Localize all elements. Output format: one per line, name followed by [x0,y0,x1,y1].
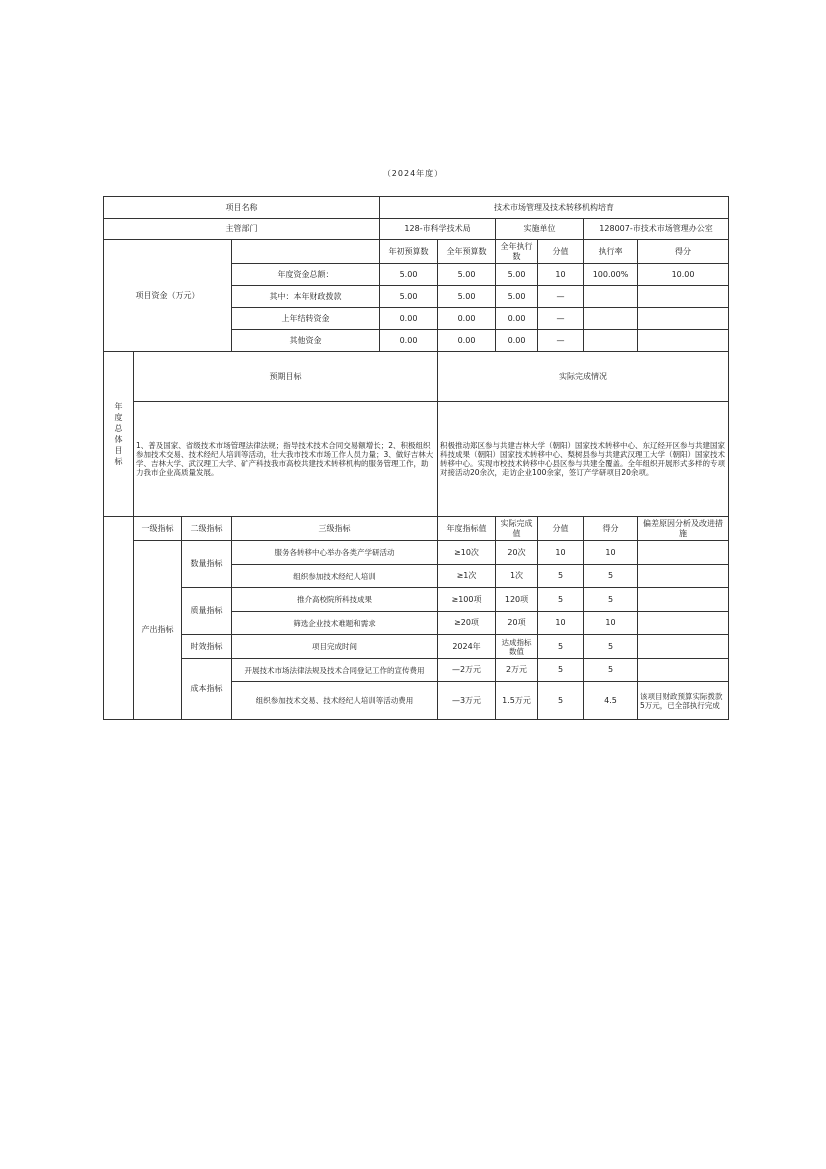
indicator-actual: 2万元 [496,659,538,682]
funds-row-exec: 5.00 [496,264,538,286]
funds-row-score: 10.00 [638,264,729,286]
level2-cost: 成本指标 [182,659,232,720]
indicator-note [638,635,729,659]
indicator-value: 5 [538,565,584,588]
funds-row-exec: 0.00 [496,308,538,330]
funds-row-value: — [538,286,584,308]
indicator-score: 10 [584,541,638,565]
project-name-label: 项目名称 [104,197,380,219]
funds-row-rate: 100.00% [584,264,638,286]
funds-row-score [638,330,729,352]
indicator-actual: 20项 [496,612,538,635]
perf-header-note: 偏差原因分析及改进措施 [638,517,729,541]
dept-label: 主管部门 [104,219,380,240]
indicator-score: 4.5 [584,682,638,720]
goals-label-text: 年度总体目标 [114,402,123,466]
indicator-actual: 达成指标数值 [496,635,538,659]
funds-row-name: 其中：本年财政拨款 [232,286,380,308]
perf-header-actual: 实际完成值 [496,517,538,541]
indicator-value: 10 [538,612,584,635]
funds-row-budget: 0.00 [380,330,438,352]
indicator-score: 5 [584,659,638,682]
indicator-name: 开展技术市场法律法规及技术合同登记工作的宣传费用 [232,659,438,682]
level2-quality: 质量指标 [182,588,232,635]
funds-header-rate: 执行率 [584,240,638,264]
funds-header-blank [232,240,380,264]
impl-label: 实施单位 [496,219,584,240]
indicator-value: 5 [538,682,584,720]
indicator-value: 10 [538,541,584,565]
funds-header-exec: 全年执行数 [496,240,538,264]
indicator-name: 组织参加技术经纪人培训 [232,565,438,588]
indicator-target: 2024年 [438,635,496,659]
funds-row-value: 10 [538,264,584,286]
indicator-target: —2万元 [438,659,496,682]
perf-header-target: 年度指标值 [438,517,496,541]
indicator-target: —3万元 [438,682,496,720]
perf-header-level2: 二级指标 [182,517,232,541]
funds-row-value: — [538,308,584,330]
funds-row-rate [584,308,638,330]
indicator-note [638,541,729,565]
indicator-value: 5 [538,659,584,682]
funds-row-budget: 0.00 [380,308,438,330]
level2-timeliness: 时效指标 [182,635,232,659]
funds-row-score [638,286,729,308]
funds-header-budget: 年初预算数 [380,240,438,264]
indicator-target: ≥20项 [438,612,496,635]
impl-value: 128007-市技术市场管理办公室 [584,219,729,240]
expected-goal-text: 1、普及国家、省级技术市场管理法律法规；指导技术技术合同交易额增长；2、积极组织参加技术交易、技术经纪人培训等活动，壮大我市技术市场工作人员力量；3、做好吉林大学、吉林大学、武汉理工大学、矿产科技我市高校共建技术转移机构的服务管理工作，助力我市企业高质量发展。 [134,402,438,517]
funds-label: 项目资金（万元） [104,240,232,352]
indicator-name: 服务各转移中心举办各类产学研活动 [232,541,438,565]
indicator-name: 项目完成时间 [232,635,438,659]
level1-output: 产出指标 [134,541,182,720]
indicator-score: 10 [584,612,638,635]
funds-header-value: 分值 [538,240,584,264]
actual-result-label: 实际完成情况 [438,352,729,402]
indicator-score: 5 [584,635,638,659]
perf-header-value: 分值 [538,517,584,541]
dept-value: 128-市科学技术局 [380,219,496,240]
funds-row-full: 0.00 [438,308,496,330]
perf-header-level1: 一级指标 [134,517,182,541]
indicator-target: ≥100项 [438,588,496,612]
funds-row-rate [584,286,638,308]
indicator-note [638,659,729,682]
indicator-actual: 120项 [496,588,538,612]
indicator-value: 5 [538,588,584,612]
perf-header-score: 得分 [584,517,638,541]
funds-row-exec: 0.00 [496,330,538,352]
funds-row-score [638,308,729,330]
funds-row-budget: 5.00 [380,286,438,308]
indicator-actual: 1次 [496,565,538,588]
indicator-note [638,565,729,588]
perf-header-level3: 三级指标 [232,517,438,541]
actual-result-text: 积极推动郑区参与共建吉林大学（朝阳）国家技术转移中心、东辽经开区参与共建国家科技成果（朝阳）国家技术转移中心、梨树县参与共建武汉理工大学（朝阳）国家技术转移中心。实现市校技术转移中心县区参与共建全覆盖。全年组织开展形式多样的专项对接活动20余次，走访企业100余家，签订产学研项目20余项。 [438,402,729,517]
indicator-value: 5 [538,635,584,659]
indicator-target: ≥1次 [438,565,496,588]
indicator-score: 5 [584,565,638,588]
funds-row-name: 上年结转资金 [232,308,380,330]
indicator-name: 组织参加技术交易、技术经纪人培训等活动费用 [232,682,438,720]
indicator-score: 5 [584,588,638,612]
level2-quantity: 数量指标 [182,541,232,588]
funds-row-full: 5.00 [438,264,496,286]
indicator-note: 该项目财政预算实际拨款5万元，已全部执行完成 [638,682,729,720]
funds-header-full: 全年预算数 [438,240,496,264]
indicator-name: 筛选企业技术难题和需求 [232,612,438,635]
funds-row-value: — [538,330,584,352]
performance-table [103,196,729,720]
funds-row-exec: 5.00 [496,286,538,308]
perf-blank-col [104,517,134,720]
project-name: 技术市场管理及技术转移机构培育 [380,197,729,219]
expected-goal-label: 预期目标 [134,352,438,402]
indicator-note [638,588,729,612]
indicator-actual: 1.5万元 [496,682,538,720]
funds-header-score: 得分 [638,240,729,264]
indicator-name: 推介高校院所科技成果 [232,588,438,612]
indicator-actual: 20次 [496,541,538,565]
year-label: （2024年度） [382,169,444,178]
funds-row-budget: 5.00 [380,264,438,286]
funds-row-name: 年度资金总额： [232,264,380,286]
funds-row-name: 其他资金 [232,330,380,352]
indicator-note [638,612,729,635]
indicator-target: ≥10次 [438,541,496,565]
goals-label [104,352,134,517]
funds-row-rate [584,330,638,352]
funds-row-full: 5.00 [438,286,496,308]
funds-row-full: 0.00 [438,330,496,352]
